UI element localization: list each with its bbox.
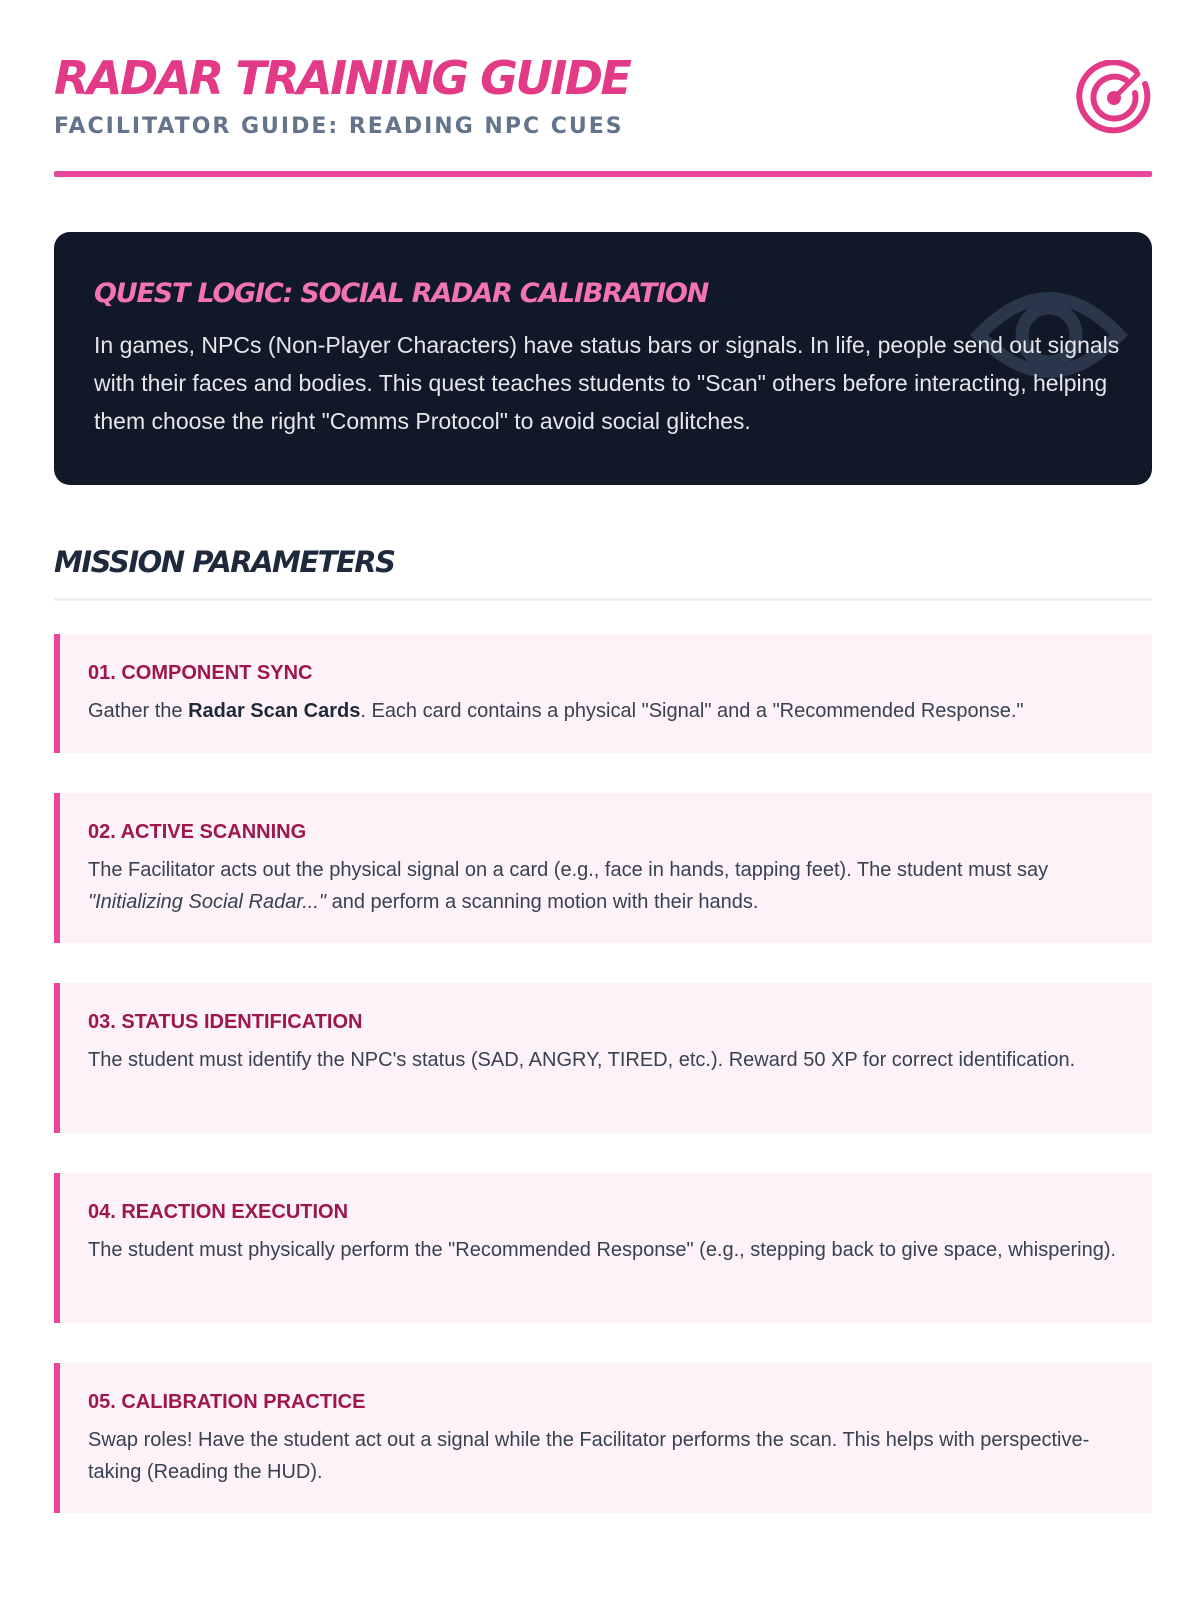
step-card	[54, 1173, 1152, 1323]
step-text-part: and perform a scanning motion with their hands.	[326, 891, 759, 913]
guide-page	[54, 0, 1152, 1483]
step-text-part: The Facilitator acts out the physical signal on a card (e.g., face in hands, tapping feet). The student must say	[88, 859, 1049, 881]
step-text: The student must physically perform the "Recommended Response" (e.g., stepping back to give space, whispering).	[88, 1239, 1117, 1261]
step-text: Swap roles! Have the student act out a signal while the Facilitator performs the scan. This helps with perspective-taking (Reading the HUD).	[88, 1429, 1090, 1483]
radar-icon	[1076, 60, 1152, 136]
section-divider	[54, 598, 1152, 601]
header-divider	[54, 171, 1152, 177]
step-text: The student must identify the NPC's status (SAD, ANGRY, TIRED, etc.). Reward 50 XP for correct identification.	[88, 1049, 1076, 1071]
step-card	[54, 983, 1152, 1133]
step-text	[88, 695, 1128, 727]
step-text-part: . Each card contains a physical "Signal" and a "Recommended Response."	[360, 700, 1024, 722]
quest-logic-panel	[54, 232, 1152, 485]
step-card	[54, 634, 1152, 753]
step-title: 04. REACTION EXECUTION	[88, 1201, 349, 1223]
step-card	[54, 1363, 1152, 1513]
page-subtitle: FACILITATOR GUIDE: READING NPC CUES	[54, 114, 624, 139]
step-title: 01. COMPONENT SYNC	[88, 662, 313, 684]
quest-logic-title: QUEST LOGIC: SOCIAL RADAR CALIBRATION	[94, 278, 709, 309]
quest-logic-body: In games, NPCs (Non-Player Characters) have status bars or signals. In life, people send out signals with their faces and bodies. This quest teaches students to "Scan" others before interacting, helping them choose the right "Comms Protocol" to avoid social glitches.	[94, 332, 1120, 434]
step-title: 05. CALIBRATION PRACTICE	[88, 1391, 366, 1413]
section-title: MISSION PARAMETERS	[54, 545, 395, 579]
step-card	[54, 793, 1152, 943]
step-text-emphasis: "Initializing Social Radar..."	[88, 891, 327, 913]
step-text-strong: Radar Scan Cards	[188, 700, 361, 722]
page-header	[54, 0, 1152, 178]
step-text-part: Gather the	[88, 700, 189, 722]
step-title: 02. ACTIVE SCANNING	[88, 821, 307, 843]
page-title: RADAR TRAINING GUIDE	[54, 51, 630, 105]
step-title: 03. STATUS IDENTIFICATION	[88, 1011, 363, 1033]
step-text	[88, 854, 1128, 918]
